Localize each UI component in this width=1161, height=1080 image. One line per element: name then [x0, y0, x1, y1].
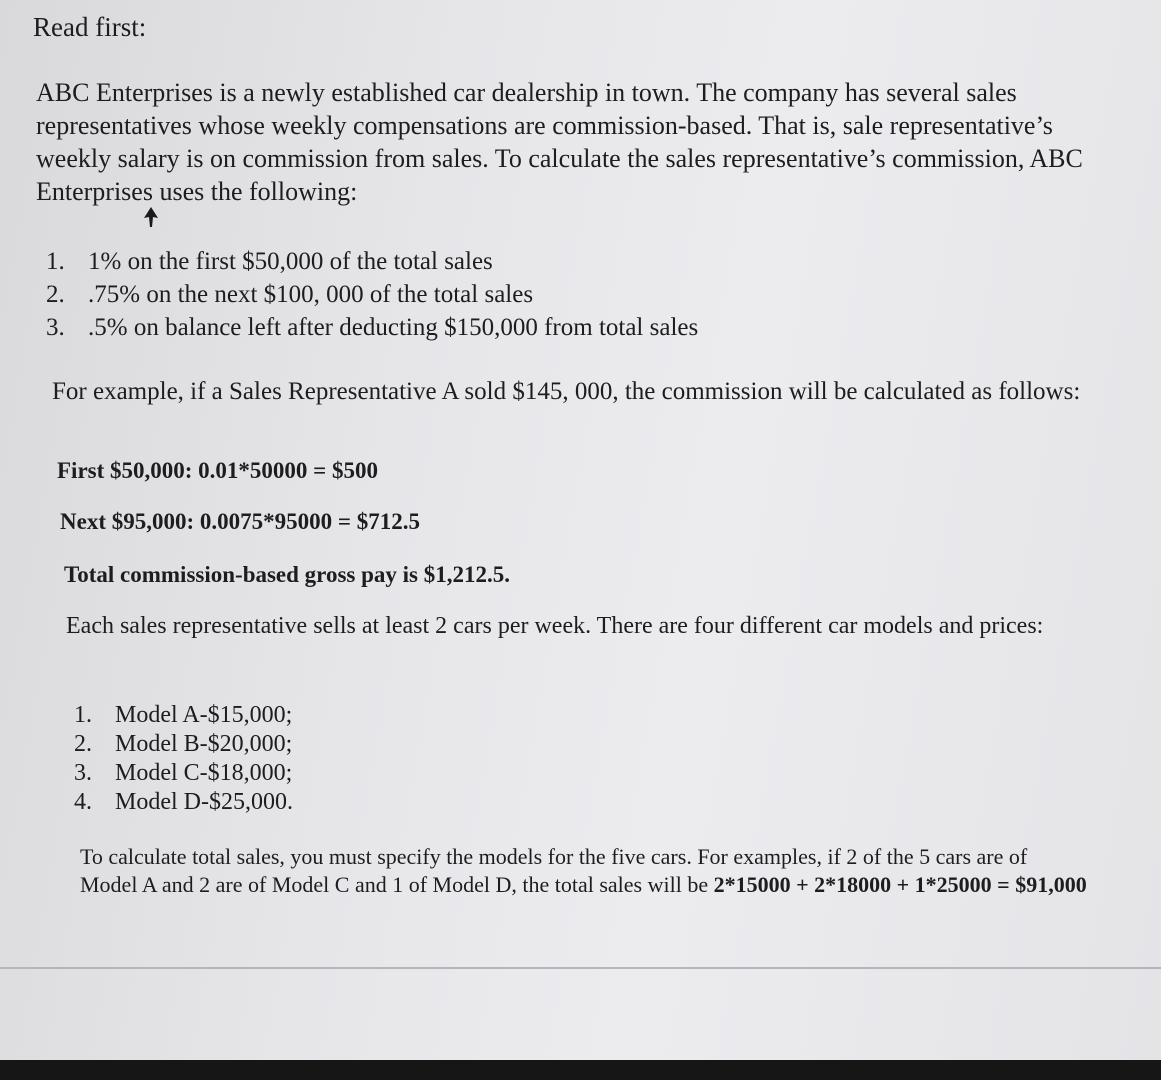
list-item-text: Model A-$15,000; [115, 702, 293, 728]
example-paragraph: For example, if a Sales Representative A sold $145, 000, the commission will be calculated as follows: [52, 378, 1081, 405]
list-number: 2. [46, 281, 65, 308]
total-sales-formula: 2*15000 + 2*18000 + 1*25000 = $91,000 [713, 872, 1087, 897]
sells-paragraph: Each sales representative sells at least 2 cars per week. There are four different car models and prices: [66, 613, 1044, 639]
list-item [46, 278, 698, 311]
list-item [74, 730, 293, 759]
list-item [74, 701, 293, 730]
list-item [46, 245, 698, 278]
list-item-text: Model B-$20,000; [115, 731, 293, 757]
total-sales-text: To calculate total sales, you must specify the models for the five cars. For examples, if 2 of the 5 cars are of Model A and 2 are of Model C and 1 of Model D, the total sales will be [80, 844, 1028, 897]
screen-bezel [0, 1060, 1161, 1080]
list-number: 1. [74, 702, 92, 728]
list-number: 3. [74, 760, 92, 786]
list-number: 2. [74, 731, 92, 757]
car-models-list [74, 701, 293, 817]
page-heading: Read first: [33, 12, 147, 42]
list-item-text: 1% on the first $50,000 of the total sales [88, 248, 493, 275]
list-number: 3. [46, 314, 65, 341]
list-item-text: Model D-$25,000. [115, 789, 293, 815]
list-item [46, 311, 698, 344]
list-number: 1. [46, 248, 65, 275]
list-number: 4. [74, 789, 92, 815]
mouse-pointer-icon [143, 206, 159, 228]
calc-total-line: Total commission-based gross pay is $1,212.5. [64, 562, 511, 587]
calc-first-line: First $50,000: 0.01*50000 = $500 [57, 458, 379, 483]
total-sales-paragraph [80, 843, 1090, 899]
calc-next-line: Next $95,000: 0.0075*95000 = $712.5 [60, 509, 420, 534]
horizontal-divider [0, 967, 1161, 969]
list-item-text: .5% on balance left after deducting $150,000 from total sales [88, 314, 699, 341]
list-item-text: Model C-$18,000; [115, 760, 293, 786]
list-item-text: .75% on the next $100, 000 of the total sales [88, 281, 534, 308]
list-item [74, 759, 293, 788]
intro-paragraph: ABC Enterprises is a newly established car dealership in town. The company has several sales representatives whose weekly compensations are commission-based. That is, sale representative’s weekly salary is on commission from sales. To calculate the sales representative’s commission, ABC Enterprises uses the following: [36, 78, 1083, 206]
commission-rules-list [46, 245, 698, 344]
list-item [74, 788, 293, 817]
